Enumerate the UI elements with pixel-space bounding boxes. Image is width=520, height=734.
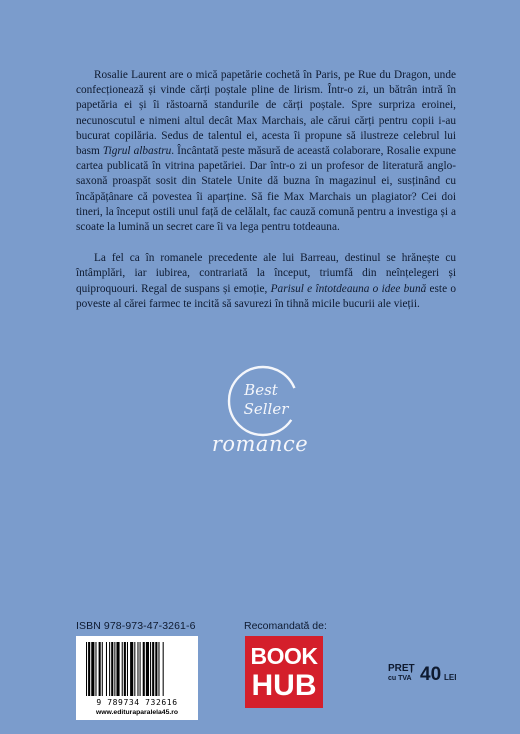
bookhub-logo-line1: BOOK	[250, 643, 318, 669]
publisher-website: www.edituraparalela45.ro	[95, 709, 179, 716]
price-vat: cu TVA	[388, 675, 412, 682]
blurb-paragraph-2: La fel ca în romanele precedente ale lui Barreau, destinul se hrănește cu întâmplări, iar iubirea, contrariată la început, triumfă din neînțelegeri și quiproquouri. Regal de suspans și emoție, Parisul e întotdeauna o idee bună este o poveste al cărei farmec te incită să savurezi în tihnă micile bucurii ale vieții.	[76, 252, 456, 310]
price-currency: LEI	[444, 673, 457, 682]
badge-best: Best	[244, 381, 278, 399]
blurb-paragraph-1: Rosalie Laurent are o mică papetărie cochetă în Paris, pe Rue du Dragon, unde confecționează și vinde cărți poștale pline de lirism. Într-o zi, un bătrân intră în papetăria ei și îi răstoarnă standurile de cărți poștale. Spre surpriza eroinei, necunoscutul e nimeni altul decât Max Marchais, ale cărui cărți pentru copii i-au bucurat copilăria. Sedus de talentul ei, acesta îi propune să ilustreze celebrul lui basm Tigrul albastru. Încântată peste măsură de această colaborare, Rosalie expune cartea publicată în vitrina papetăriei. Dar într-o zi un profesor de literatură anglo-saxonă proaspăt sosit din Statele Unite dă buzna în magazinul ei, susținând cu încăpățânare că povestea îi aparține. Să fie Max Marchais un plagiator? Cei doi tineri, la început ostili unul față de celălalt, fac cauză comună pentru a investiga și a scoate la lumină un secret care îi va lega pentru totdeauna.	[76, 69, 457, 234]
badge-seller: Seller	[243, 400, 289, 418]
book-title-parisul: Parisul e întotdeauna o idee bună	[270, 282, 427, 295]
price-value: 40	[420, 664, 442, 685]
book-title-tigrul: Tigrul albastru	[102, 145, 172, 158]
recommended-by-label: Recomandată de:	[244, 620, 327, 632]
bookhub-logo	[245, 636, 323, 708]
back-cover-blurb	[76, 68, 456, 326]
isbn-text: ISBN 978-973-47-3261-6	[76, 620, 196, 632]
best-seller-badge-icon	[226, 364, 300, 438]
badge-romance-label: romance	[211, 432, 309, 456]
barcode	[76, 636, 198, 720]
price-label: PREȚ	[388, 663, 415, 674]
barcode-digits: 9 789734 732616	[96, 698, 178, 707]
barcode-bars-icon	[84, 642, 190, 698]
bookhub-logo-line2: HUB	[251, 669, 317, 702]
